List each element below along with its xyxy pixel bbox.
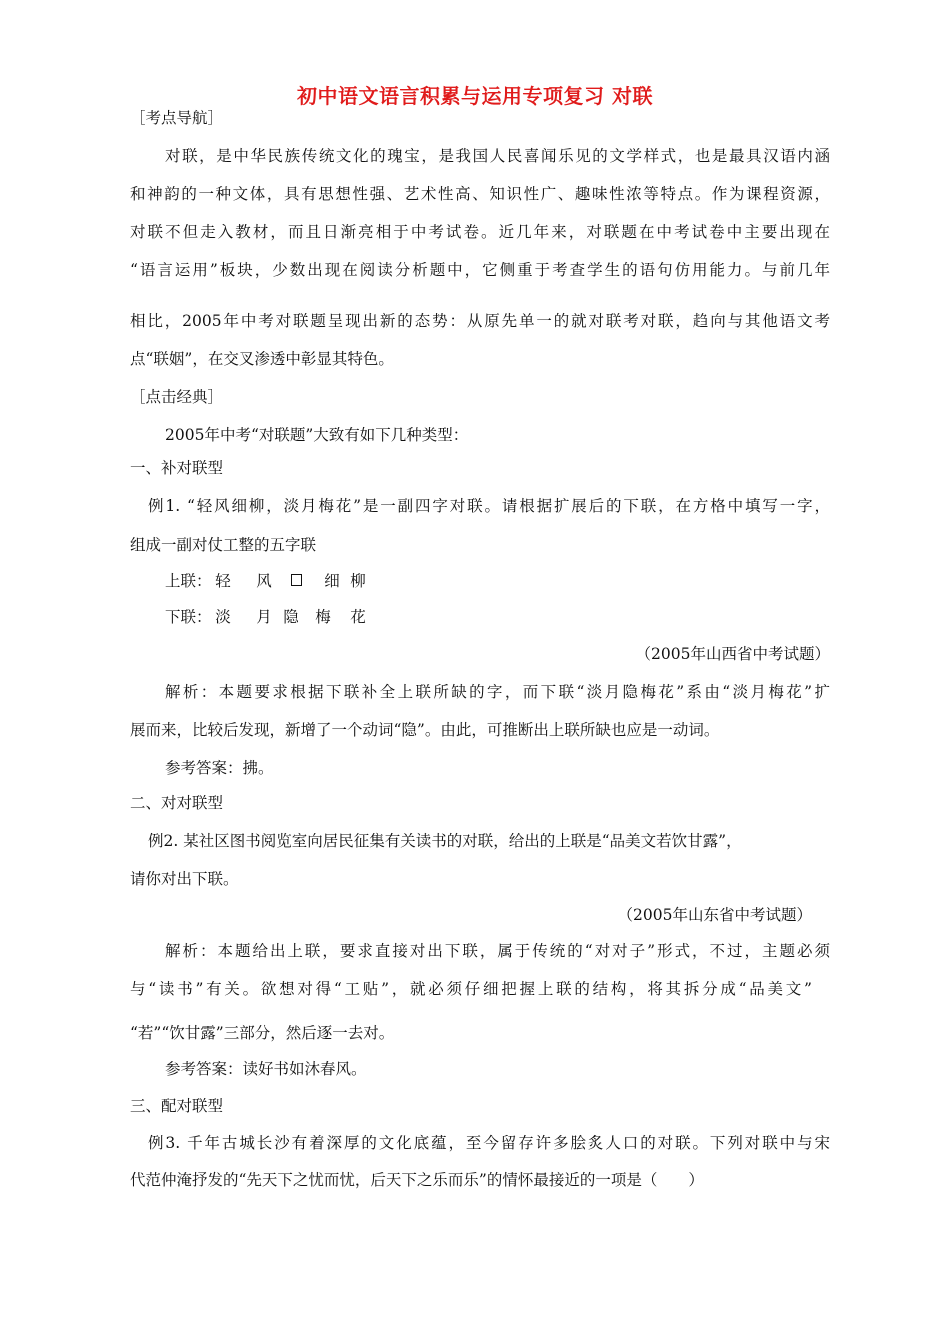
analysis-line: 与“读书”有关。欲想对得“工贴”，就必须仔细把握上联的结构，将其拆分成“品美文” — [130, 980, 812, 998]
question-line: 组成一副对仗工整的五字联 — [130, 536, 317, 554]
lower-couplet — [165, 607, 385, 627]
paragraph-line: “语言运用”板块，少数出现在阅读分析题中，它侧重于考查学生的语句仿用能力。与前几年 — [130, 261, 830, 279]
couplet-char: 梅 — [315, 608, 331, 626]
document-title: 初中语文语言积累与运用专项复习 对联 — [297, 84, 653, 108]
question-line: 例3. 千年古城长沙有着深厚的文化底蕴，至今留存许多脍炙人口的对联。下列对联中与宋 — [148, 1134, 830, 1152]
analysis-line: 展而来，比较后发现，新增了一个动词“隐”。由此，可推断出上联所缺也应是一动词。 — [130, 721, 720, 739]
question-line: 代范仲淹抒发的“先天下之忧而忧，后天下之乐而乐”的情怀最接近的一项是（ ） — [130, 1171, 704, 1189]
couplet-char: 细 — [324, 572, 340, 590]
reference-answer: 参考答案：读好书如沐春风。 — [165, 1060, 367, 1078]
reference-answer: 参考答案：拂。 — [165, 759, 274, 777]
question-line: 请你对出下联。 — [130, 870, 239, 888]
question-line: 例2. 某社区图书阅览室向居民征集有关读书的对联，给出的上联是“品美文若饮甘露”， — [148, 832, 742, 850]
couplet-char: 柳 — [350, 572, 366, 590]
couplet-char: 淡 — [215, 608, 231, 626]
lower-couplet-label: 下联： — [165, 608, 212, 626]
section-heading-classic-examples: ［点击经典］ — [130, 388, 224, 406]
paragraph-line: 相比，2005年中考对联题呈现出新的态势：从原先单一的就对联考对联，趋向与其他语文考 — [130, 312, 830, 330]
analysis-line: 解析：本题给出上联，要求直接对出下联，属于传统的“对对子”形式，不过，主题必须 — [165, 942, 830, 960]
upper-couplet — [165, 571, 385, 591]
couplet-char: 轻 — [215, 572, 231, 590]
type-heading-complete: 一、补对联型 — [130, 459, 224, 477]
analysis-line: “若”“饮甘露”三部分，然后逐一去对。 — [130, 1024, 395, 1042]
analysis-line: 解析：本题要求根据下联补全上联所缺的字，而下联“淡月隐梅花”系由“淡月梅花”扩 — [165, 683, 830, 701]
source-note: （2005年山西省中考试题） — [635, 645, 830, 663]
paragraph-line: 点“联姻”，在交叉渗透中彰显其特色。 — [130, 350, 394, 368]
couplet-char: 月 — [256, 608, 272, 626]
couplet-char: 风 — [256, 572, 272, 590]
couplet-char: 隐 — [283, 608, 299, 626]
paragraph-line: 和神韵的一种文体，具有思想性强、艺术性高、知识性广、趣味性浓等特点。作为课程资源， — [130, 185, 830, 203]
type-heading-pairing: 三、配对联型 — [130, 1097, 224, 1115]
type-heading-match: 二、对对联型 — [130, 794, 224, 812]
paragraph-line: 对联，是中华民族传统文化的瑰宝，是我国人民喜闻乐见的文学样式，也是最具汉语内涵 — [165, 147, 830, 165]
section-heading-exam-guide: ［考点导航］ — [130, 109, 224, 127]
blank-square-box — [291, 574, 302, 586]
question-line: 例1. “轻风细柳，淡月梅花”是一副四字对联。请根据扩展后的下联，在方格中填写一字， — [148, 497, 830, 515]
upper-couplet-label: 上联： — [165, 572, 212, 590]
couplet-char: 花 — [350, 608, 366, 626]
source-note: （2005年山东省中考试题） — [617, 906, 812, 924]
paragraph-line: 对联不但走入教材，而且日渐亮相于中考试卷。近几年来，对联题在中考试卷中主要出现在 — [130, 223, 830, 241]
section-intro: 2005年中考“对联题”大致有如下几种类型： — [165, 426, 469, 444]
